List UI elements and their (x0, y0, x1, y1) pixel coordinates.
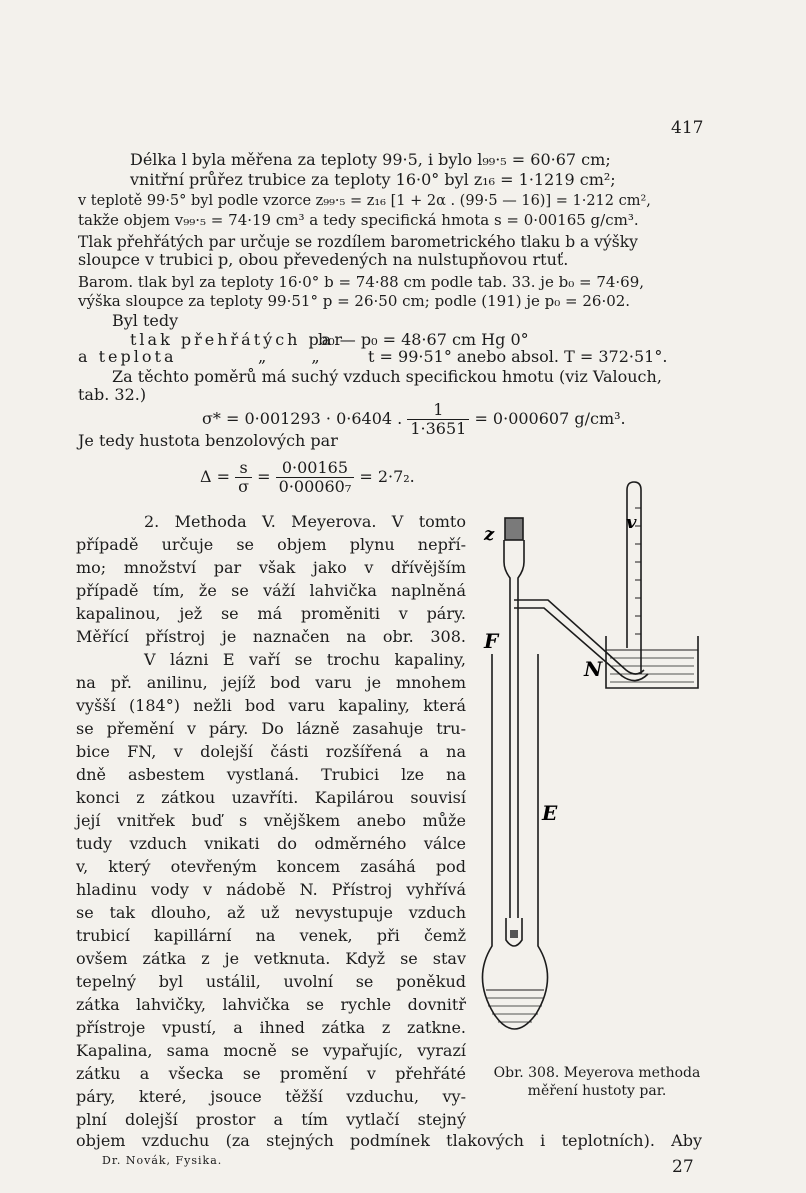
label-e: E (542, 801, 558, 825)
text-line: vyšší (184°) nežli bod varu kapaliny, která (76, 696, 466, 715)
text-line: ovšem zátka z je vetknuta. Když se stav (76, 949, 466, 968)
text-line: Barom. tlak byl za teploty 16·0° b = 74·88 cm podle tab. 33. je b₀ = 74·69, (78, 273, 645, 291)
page-number: 417 (671, 118, 704, 138)
measuring-cylinder (627, 482, 641, 674)
text-line: případě určuje se objem plynu nepří- (76, 535, 466, 554)
text-line: kapalinou, jež se má proměniti v páry. (76, 604, 466, 623)
text-line: Za těchto poměrů má suchý vzduch specifickou hmotu (viz Valouch, (112, 367, 662, 386)
sigma-left: σ* = 0·001293 · 0·6404 . (202, 409, 403, 428)
text-line: Tlak přehřátých par určuje se rozdílem barometrického tlaku b a výšky (78, 233, 638, 251)
pressure-label: tlak přehřátých par (130, 330, 345, 349)
water-vessel (606, 636, 698, 688)
caption-line: Obr. 308. Meyerova methoda (493, 1065, 701, 1081)
delta-fraction-1 (235, 459, 252, 496)
text-line: v, který otevřeným koncem zasáhá pod (76, 857, 466, 876)
sigma-right: = 0·000607 g/cm³. (474, 409, 626, 428)
fraction-numerator: 1 (407, 401, 469, 420)
text-line: zátka lahvičky, lahvička se rychle dovnitř (76, 995, 466, 1014)
fraction-numerator: s (235, 459, 252, 478)
text-line: trubicí kapillární na venek, při čemž (76, 926, 466, 945)
pressure-value: b₀ — p₀ = 48·67 cm Hg 0° (318, 330, 529, 349)
sigma-fraction (407, 401, 469, 438)
delta-left: Δ = (200, 467, 231, 486)
delta-equation (200, 459, 415, 496)
text-line: se přemění v páry. Do lázně zasahuje tru- (76, 719, 466, 738)
text-line: výška sloupce za teploty 99·51° p = 26·50 cm; podle (191) je p₀ = 26·02. (78, 292, 631, 310)
text-line: sloupce v trubici p, obou převedených na nulstupňovou rtuť. (78, 250, 569, 269)
delta-equals: = (257, 467, 271, 486)
delta-fraction-2 (276, 459, 355, 496)
water-hatching (610, 658, 694, 682)
text-line: Kapalina, sama mocně se vypařujíc, vyrazí (76, 1041, 466, 1060)
caption-line: měření hustoty par. (527, 1083, 667, 1099)
text-line: konci z zátkou uzavříti. Kapilárou souvisí (76, 788, 466, 807)
text-line: dně asbestem vystlaná. Trubici lze na (76, 765, 466, 784)
text-line: Je tedy hustota benzolových par (78, 431, 338, 450)
footer-signature: 27 (672, 1157, 694, 1177)
text-line: 2. Methoda V. Meyerova. V tomto (144, 512, 466, 531)
text-line: případě tím, že se váží lahvička naplněná (76, 581, 466, 600)
text-line: Délka l byla měřena za teploty 99·5, i bylo l₉₉·₅ = 60·67 cm; (130, 150, 611, 169)
text-line: její vnitřek buď s vnějškem anebo může (76, 811, 466, 830)
text-line: Měřící přístroj je naznačen na obr. 308. (76, 627, 466, 646)
fraction-numerator: 0·00165 (276, 459, 355, 478)
text-line: takže objem v₉₉·₅ = 74·19 cm³ a tedy specifická hmota s = 0·00165 g/cm³. (78, 211, 639, 229)
text-line: se tak dlouho, až už nevystupuje vzduch (76, 903, 466, 922)
text-line: na př. anilinu, jejíž bod varu je mnohem (76, 673, 466, 692)
text-line: hladinu vody v nádobě N. Přístroj vyhřívá (76, 880, 466, 899)
figure-caption (484, 1064, 710, 1100)
bath-liquid-hatching (486, 998, 544, 1022)
text-line: přístroje vpustí, a ihned zátka z zatkne. (76, 1018, 466, 1037)
footer-author: Dr. Novák, Fysika. (102, 1154, 223, 1167)
text-line: tudy vzduch vnikati do odměrného válce (76, 834, 466, 853)
text-line: zátku a všecka se promění v přehřáté (76, 1064, 466, 1083)
text-line: v teplotě 99·5° byl podle vzorce z₉₉·₅ = z₁₆ [1 + 2α . (99·5 — 16)] = 1·212 cm², (78, 193, 651, 209)
text-line: tab. 32.) (78, 385, 147, 404)
text-line: V lázni E vaří se trochu kapaliny, (144, 650, 466, 669)
ditto-marks: „ „ (258, 347, 340, 366)
label-v: v (626, 512, 637, 533)
text-line: tepelný byl ustálil, uvolní se poněkud (76, 972, 466, 991)
fraction-denominator: σ (238, 477, 250, 496)
label-n: N (584, 657, 603, 681)
meyer-apparatus-figure (476, 478, 708, 1048)
text-line: bice FN, v dolejší části rozšířená a na (76, 742, 466, 761)
text-line: Byl tedy (112, 311, 179, 330)
stopper-z (505, 518, 523, 540)
bath-e (482, 654, 547, 1029)
body-text-column (76, 510, 466, 1131)
text-line: plní dolejší prostor a tím vytlačí stejný (76, 1110, 466, 1129)
fraction-denominator: 0·00060₇ (278, 477, 352, 496)
temperature-value: t = 99·51° anebo absol. T = 372·51°. (368, 347, 668, 366)
text-line: mo; množství par však jako v dřívějším (76, 558, 466, 577)
text-line: vnitřní průřez trubice za teploty 16·0° byl z₁₆ = 1·1219 cm²; (130, 170, 616, 189)
tube-fn (504, 540, 510, 918)
fraction-denominator: 1·3651 (410, 419, 467, 438)
capillary-tube (514, 600, 644, 674)
temperature-label: a teplota (78, 347, 177, 366)
label-f: F (484, 629, 499, 653)
delta-right: = 2·7₂. (359, 467, 415, 486)
label-z: z (484, 524, 495, 545)
text-line-full-width: objem vzduchu (za stejných podmínek tlakových i teplotních). Aby (76, 1131, 702, 1150)
text-line: páry, které, jsouce těžší vzduchu, vy- (76, 1087, 466, 1106)
